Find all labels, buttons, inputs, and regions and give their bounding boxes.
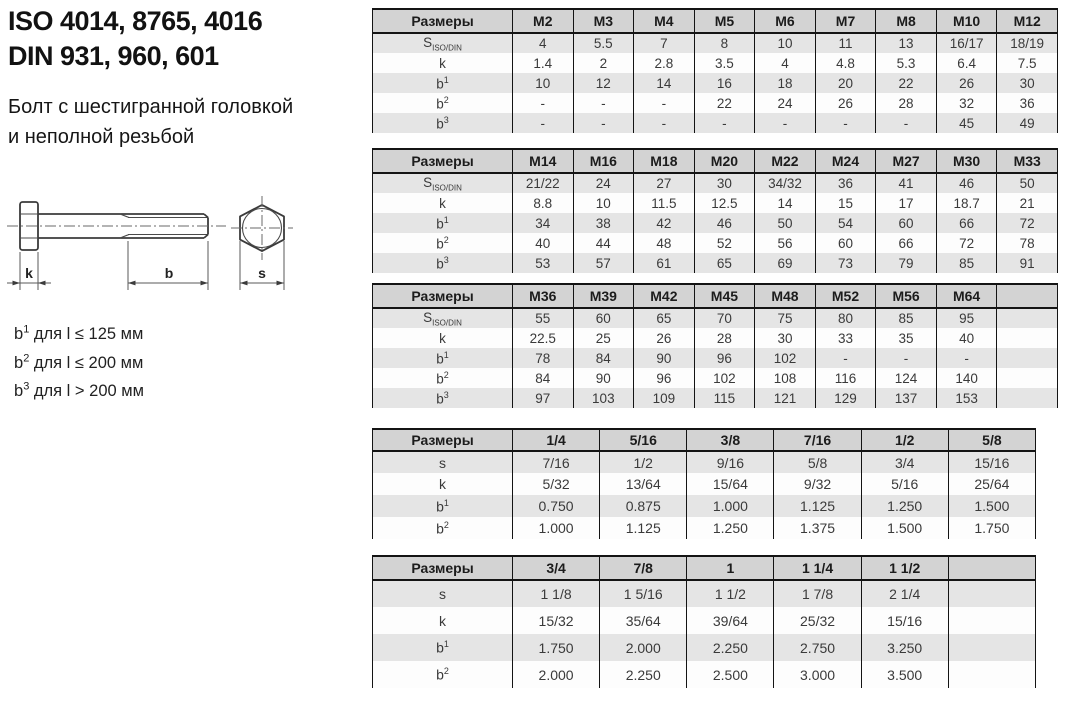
table-cell: 22.5 — [513, 328, 574, 348]
table-cell: 25/32 — [774, 607, 861, 634]
column-header: 1/4 — [513, 429, 600, 451]
table-cell: 44 — [573, 233, 634, 253]
column-header: M10 — [936, 9, 997, 33]
table-cell: 39/64 — [687, 607, 774, 634]
table-cell: 16 — [694, 73, 755, 93]
table-cell: - — [513, 93, 574, 113]
table-cell: 42 — [634, 213, 695, 233]
table-cell: 10 — [573, 193, 634, 213]
table-cell: 21/22 — [513, 173, 574, 193]
table-cell: 12 — [573, 73, 634, 93]
table-cell: 5.5 — [573, 33, 634, 53]
table-cell: 35 — [876, 328, 937, 348]
table-cell: 53 — [513, 253, 574, 273]
table-cell: 41 — [876, 173, 937, 193]
table-cell: 69 — [755, 253, 816, 273]
table-row — [373, 607, 1036, 634]
table-cell: 2.000 — [513, 661, 600, 688]
table-cell: 1.250 — [687, 517, 774, 539]
table-corner-header: Размеры — [373, 9, 513, 33]
column-header: M56 — [876, 284, 937, 308]
table-cell: 116 — [815, 368, 876, 388]
table-row — [373, 173, 1058, 193]
column-header: M12 — [997, 9, 1058, 33]
table-row — [373, 580, 1036, 607]
table-cell: - — [634, 93, 695, 113]
table-cell: 73 — [815, 253, 876, 273]
table-cell: 78 — [997, 233, 1058, 253]
column-header: M8 — [876, 9, 937, 33]
row-label: $b^2$ — [373, 233, 513, 253]
table-cell: 8 — [694, 33, 755, 53]
table-cell: - — [936, 348, 997, 368]
table-row — [373, 308, 1058, 328]
column-header: M4 — [634, 9, 695, 33]
table-cell: 14 — [755, 193, 816, 213]
table-cell: 15 — [815, 193, 876, 213]
table-cell: 129 — [815, 388, 876, 408]
table-cell: 103 — [573, 388, 634, 408]
table-cell: 0.875 — [600, 495, 687, 517]
row-label: $b^2$ — [373, 661, 513, 688]
table-cell: - — [876, 113, 937, 133]
table-cell: 18/19 — [997, 33, 1058, 53]
column-header: M2 — [513, 9, 574, 33]
table-cell: 5/8 — [774, 451, 861, 473]
table-cell: 1 5/16 — [600, 580, 687, 607]
table-cell: 10 — [755, 33, 816, 53]
table-cell: 4 — [513, 33, 574, 53]
table-cell: 84 — [513, 368, 574, 388]
table-cell: 15/16 — [948, 451, 1035, 473]
table-cell: - — [513, 113, 574, 133]
table-cell: 102 — [755, 348, 816, 368]
table-cell: 36 — [815, 173, 876, 193]
table-cell: 33 — [815, 328, 876, 348]
column-header: M24 — [815, 149, 876, 173]
table-cell: 18.7 — [936, 193, 997, 213]
table-cell: 25/64 — [948, 473, 1035, 495]
table-cell: 40 — [936, 328, 997, 348]
column-header: M27 — [876, 149, 937, 173]
table-cell: 1.000 — [687, 495, 774, 517]
table-cell: 2 1/4 — [861, 580, 948, 607]
table-cell: 50 — [755, 213, 816, 233]
table-cell: 5/32 — [513, 473, 600, 495]
row-label: k — [373, 53, 513, 73]
column-header: 1/2 — [861, 429, 948, 451]
table-cell: 75 — [755, 308, 816, 328]
table-cell: 13 — [876, 33, 937, 53]
table-row — [373, 73, 1058, 93]
table-row — [373, 233, 1058, 253]
table-cell: 16/17 — [936, 33, 997, 53]
table-cell: 50 — [997, 173, 1058, 193]
dimension-k — [7, 252, 51, 290]
table-row — [373, 53, 1058, 73]
table-cell: 1.125 — [774, 495, 861, 517]
table-cell: 3/4 — [861, 451, 948, 473]
column-header: 3/4 — [513, 556, 600, 580]
table-cell: 0.750 — [513, 495, 600, 517]
dimension-table-1 — [372, 8, 1058, 133]
table-row — [373, 451, 1036, 473]
table-cell: - — [876, 348, 937, 368]
table-cell: 56 — [755, 233, 816, 253]
note-line: $b^1$ для l ≤ 125 мм — [14, 323, 144, 343]
table-cell: 1 1/2 — [687, 580, 774, 607]
table-row — [373, 93, 1058, 113]
column-header: M39 — [573, 284, 634, 308]
table-cell: 10 — [513, 73, 574, 93]
table-cell: 30 — [997, 73, 1058, 93]
subtitle-line-1: Болт с шестигранной головкой — [8, 96, 294, 118]
table-cell: 66 — [936, 213, 997, 233]
column-header: M7 — [815, 9, 876, 33]
column-header: 7/8 — [600, 556, 687, 580]
table-cell: 17 — [876, 193, 937, 213]
table-corner-header: Размеры — [373, 284, 513, 308]
table-cell: 45 — [936, 113, 997, 133]
column-header: M45 — [694, 284, 755, 308]
table-cell: 96 — [694, 348, 755, 368]
table-cell: 26 — [936, 73, 997, 93]
table-cell: 3.250 — [861, 634, 948, 661]
left-panel — [0, 0, 372, 720]
table-cell: 65 — [694, 253, 755, 273]
column-header: M64 — [936, 284, 997, 308]
table-cell: 35/64 — [600, 607, 687, 634]
table-cell: - — [573, 113, 634, 133]
row-label: $S_{ISO/DIN}$ — [373, 173, 513, 193]
table-cell: 1 7/8 — [774, 580, 861, 607]
table-cell: 11.5 — [634, 193, 695, 213]
column-header: M14 — [513, 149, 574, 173]
table-cell: 1.125 — [600, 517, 687, 539]
table-cell: 9/16 — [687, 451, 774, 473]
table-cell: 60 — [876, 213, 937, 233]
row-label: s — [373, 580, 513, 607]
table-cell: 15/16 — [861, 607, 948, 634]
table-cell: 1.375 — [774, 517, 861, 539]
table-row — [373, 113, 1058, 133]
table-cell: 80 — [815, 308, 876, 328]
table-cell: 8.8 — [513, 193, 574, 213]
row-label: $b^2$ — [373, 93, 513, 113]
table-cell: 91 — [997, 253, 1058, 273]
table-cell: - — [573, 93, 634, 113]
table-cell: 7.5 — [997, 53, 1058, 73]
table-cell: 109 — [634, 388, 695, 408]
table-cell: 26 — [815, 93, 876, 113]
column-header: 1 1/4 — [774, 556, 861, 580]
table-row — [373, 388, 1058, 408]
table-cell: 90 — [634, 348, 695, 368]
table-row — [373, 253, 1058, 273]
column-header: 7/16 — [774, 429, 861, 451]
table-cell: 1.500 — [861, 517, 948, 539]
thread-length-notes — [14, 320, 144, 406]
table-cell: 20 — [815, 73, 876, 93]
table-row — [373, 193, 1058, 213]
table-cell: 137 — [876, 388, 937, 408]
table-cell: 2.250 — [687, 634, 774, 661]
table-cell: 36 — [997, 93, 1058, 113]
dimension-table-3 — [372, 283, 1058, 408]
table-cell: 55 — [513, 308, 574, 328]
table-cell: 46 — [936, 173, 997, 193]
column-header: M5 — [694, 9, 755, 33]
table-cell: - — [634, 113, 695, 133]
table-row — [373, 495, 1036, 517]
table-cell: 28 — [694, 328, 755, 348]
column-header: M36 — [513, 284, 574, 308]
table-cell: 52 — [694, 233, 755, 253]
column-header: 5/16 — [600, 429, 687, 451]
dimension-table-5 — [372, 555, 1036, 688]
column-header: M33 — [997, 149, 1058, 173]
dim-k-label: k — [25, 265, 33, 281]
table-cell: 108 — [755, 368, 816, 388]
table-cell: - — [694, 113, 755, 133]
table-cell: 85 — [876, 308, 937, 328]
table-cell: 66 — [876, 233, 937, 253]
table-cell: 1.000 — [513, 517, 600, 539]
column-header — [997, 284, 1058, 308]
table-cell: 65 — [634, 308, 695, 328]
table-cell: 60 — [815, 233, 876, 253]
table-cell: 78 — [513, 348, 574, 368]
row-label: $b^1$ — [373, 213, 513, 233]
row-label: $S_{ISO/DIN}$ — [373, 33, 513, 53]
table-cell: 15/32 — [513, 607, 600, 634]
row-label: $b^1$ — [373, 634, 513, 661]
table-cell: 1.750 — [948, 517, 1035, 539]
table-cell: 95 — [936, 308, 997, 328]
table-cell — [948, 607, 1035, 634]
column-header: 5/8 — [948, 429, 1035, 451]
table-row — [373, 213, 1058, 233]
table-cell — [948, 634, 1035, 661]
row-label: $b^3$ — [373, 113, 513, 133]
subtitle-line-2: и неполной резьбой — [8, 126, 195, 148]
dim-b-label: b — [164, 265, 174, 281]
table-cell — [997, 308, 1058, 328]
table-cell: 2 — [573, 53, 634, 73]
table-cell: 1.750 — [513, 634, 600, 661]
row-label: $b^2$ — [373, 517, 513, 539]
column-header: 3/8 — [687, 429, 774, 451]
table-cell: 72 — [936, 233, 997, 253]
table-corner-header: Размеры — [373, 556, 513, 580]
row-label: $b^1$ — [373, 495, 513, 517]
dimension-table-4 — [372, 428, 1036, 539]
table-cell: - — [815, 113, 876, 133]
column-header: 1 1/2 — [861, 556, 948, 580]
table-cell: 1/2 — [600, 451, 687, 473]
table-cell: 4 — [755, 53, 816, 73]
table-cell: 28 — [876, 93, 937, 113]
table-row — [373, 517, 1036, 539]
column-header: M3 — [573, 9, 634, 33]
table-cell: 54 — [815, 213, 876, 233]
note-line: $b^2$ для l ≤ 200 мм — [14, 352, 144, 372]
table-row — [373, 473, 1036, 495]
table-cell: 1 1/8 — [513, 580, 600, 607]
column-header: 1 — [687, 556, 774, 580]
table-cell: 49 — [997, 113, 1058, 133]
table-cell: 85 — [936, 253, 997, 273]
table-cell: 11 — [815, 33, 876, 53]
table-cell — [997, 348, 1058, 368]
column-header: M22 — [755, 149, 816, 173]
row-label: k — [373, 193, 513, 213]
table-cell: 27 — [634, 173, 695, 193]
table-cell — [997, 368, 1058, 388]
subtitle — [8, 92, 293, 152]
table-cell: 2.250 — [600, 661, 687, 688]
table-cell: 96 — [634, 368, 695, 388]
table-cell: 26 — [634, 328, 695, 348]
row-label: s — [373, 451, 513, 473]
table-cell: 153 — [936, 388, 997, 408]
table-cell: 18 — [755, 73, 816, 93]
column-header: M48 — [755, 284, 816, 308]
table-cell: 70 — [694, 308, 755, 328]
dim-s-label: s — [258, 265, 266, 281]
row-label: $b^1$ — [373, 73, 513, 93]
table-cell — [997, 388, 1058, 408]
column-header: M6 — [755, 9, 816, 33]
table-cell: 3.500 — [861, 661, 948, 688]
table-cell: 61 — [634, 253, 695, 273]
bolt-side-view — [7, 202, 226, 250]
table-cell: 3.5 — [694, 53, 755, 73]
row-label: $b^2$ — [373, 368, 513, 388]
table-cell: 115 — [694, 388, 755, 408]
table-cell: 5.3 — [876, 53, 937, 73]
table-cell: 3.000 — [774, 661, 861, 688]
title-iso: ISO 4014, 8765, 4016 — [8, 6, 263, 36]
row-label: $b^1$ — [373, 348, 513, 368]
table-row — [373, 328, 1058, 348]
table-cell: 7 — [634, 33, 695, 53]
row-label: k — [373, 328, 513, 348]
table-cell: 40 — [513, 233, 574, 253]
table-cell: 38 — [573, 213, 634, 233]
table-cell: 15/64 — [687, 473, 774, 495]
table-row — [373, 33, 1058, 53]
table-cell: 6.4 — [936, 53, 997, 73]
table-cell: 9/32 — [774, 473, 861, 495]
note-line: $b^3$ для l > 200 мм — [14, 380, 144, 401]
table-cell: 2.750 — [774, 634, 861, 661]
table-cell: - — [755, 113, 816, 133]
table-cell: 2.000 — [600, 634, 687, 661]
dimension-tables-panel — [372, 0, 1067, 688]
table-row — [373, 348, 1058, 368]
row-label: $S_{ISO/DIN}$ — [373, 308, 513, 328]
page-title — [8, 4, 262, 73]
table-cell: 21 — [997, 193, 1058, 213]
table-cell: 72 — [997, 213, 1058, 233]
row-label: k — [373, 473, 513, 495]
column-header: M20 — [694, 149, 755, 173]
table-cell: 34 — [513, 213, 574, 233]
table-cell: 97 — [513, 388, 574, 408]
table-row — [373, 661, 1036, 688]
dimension-b — [128, 241, 208, 290]
table-cell: 30 — [694, 173, 755, 193]
column-header: M52 — [815, 284, 876, 308]
table-row — [373, 634, 1036, 661]
table-cell: 48 — [634, 233, 695, 253]
table-cell: 84 — [573, 348, 634, 368]
table-corner-header: Размеры — [373, 149, 513, 173]
table-cell: 2.8 — [634, 53, 695, 73]
table-cell: 4.8 — [815, 53, 876, 73]
table-cell: 1.4 — [513, 53, 574, 73]
column-header: M18 — [634, 149, 695, 173]
table-cell: 102 — [694, 368, 755, 388]
column-header: M16 — [573, 149, 634, 173]
table-cell: 60 — [573, 308, 634, 328]
table-cell — [948, 580, 1035, 607]
table-cell — [948, 661, 1035, 688]
table-cell: 13/64 — [600, 473, 687, 495]
table-cell: 5/16 — [861, 473, 948, 495]
table-cell: 1.250 — [861, 495, 948, 517]
table-cell: 2.500 — [687, 661, 774, 688]
table-cell: 22 — [694, 93, 755, 113]
column-header — [948, 556, 1035, 580]
table-cell: 57 — [573, 253, 634, 273]
table-cell: 34/32 — [755, 173, 816, 193]
table-cell: 90 — [573, 368, 634, 388]
table-cell: 14 — [634, 73, 695, 93]
column-header: M42 — [634, 284, 695, 308]
column-header: M30 — [936, 149, 997, 173]
row-label: $b^3$ — [373, 253, 513, 273]
table-cell: 46 — [694, 213, 755, 233]
table-cell — [997, 328, 1058, 348]
row-label: k — [373, 607, 513, 634]
table-cell: 24 — [573, 173, 634, 193]
table-cell: 12.5 — [694, 193, 755, 213]
row-label: $b^3$ — [373, 388, 513, 408]
table-cell: 7/16 — [513, 451, 600, 473]
table-cell: 1.500 — [948, 495, 1035, 517]
dimension-table-2 — [372, 148, 1058, 273]
table-corner-header: Размеры — [373, 429, 513, 451]
table-cell: 24 — [755, 93, 816, 113]
table-cell: 140 — [936, 368, 997, 388]
table-cell: 124 — [876, 368, 937, 388]
table-cell: 25 — [573, 328, 634, 348]
table-cell: 79 — [876, 253, 937, 273]
title-din: DIN 931, 960, 601 — [8, 40, 219, 71]
table-cell: 30 — [755, 328, 816, 348]
table-cell: - — [815, 348, 876, 368]
table-cell: 121 — [755, 388, 816, 408]
table-cell: 22 — [876, 73, 937, 93]
table-cell: 32 — [936, 93, 997, 113]
table-row — [373, 368, 1058, 388]
